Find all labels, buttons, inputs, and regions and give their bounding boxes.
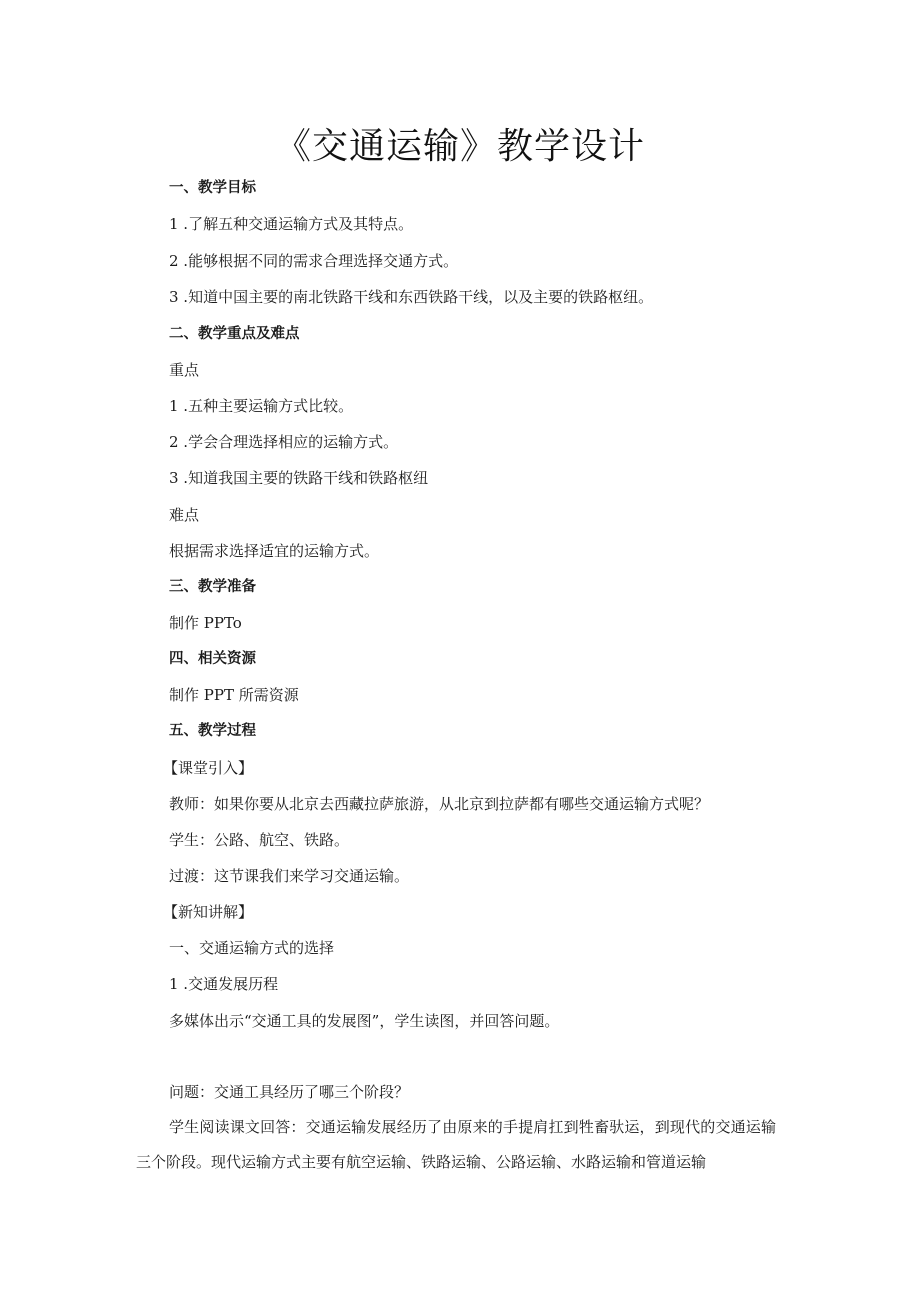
- key-item-1: 1 .五种主要运输方式比较。: [169, 397, 354, 415]
- goal-item-3: 3 .知道中国主要的南北铁路干线和东西铁路干线，以及主要的铁路枢纽。: [169, 288, 654, 306]
- document-title: 《交通运输》教学设计: [274, 126, 645, 167]
- section-heading-resources: 四、相关资源: [169, 651, 256, 667]
- multimedia-instruction: 多媒体出示“交通工具的发展图”，学生读图，并回答问题。: [169, 1012, 560, 1030]
- subheading-difficult: 难点: [169, 506, 200, 524]
- topic-subheading: 1 .交通发展历程: [169, 975, 279, 993]
- key-item-2: 2 .学会合理选择相应的运输方式。: [169, 433, 399, 451]
- goal-item-1: 1 .了解五种交通运输方式及其特点。: [169, 215, 414, 233]
- teacher-line: 教师：如果你要从北京去西藏拉萨旅游，从北京到拉萨都有哪些交通运输方式呢？: [169, 795, 710, 813]
- goal-item-2: 2 .能够根据不同的需求合理选择交通方式。: [169, 252, 459, 270]
- student-line: 学生：公路、航空、铁路。: [169, 831, 350, 849]
- difficult-item-1: 根据需求选择适宜的运输方式。: [169, 542, 380, 560]
- subheading-new-knowledge: 【新知讲解】: [163, 903, 254, 921]
- transition-line: 过渡：这节课我们来学习交通运输。: [169, 867, 410, 885]
- subheading-key: 重点: [169, 361, 200, 379]
- key-item-3: 3 .知道我国主要的铁路干线和铁路枢纽: [169, 469, 429, 487]
- question-line: 问题：交通工具经历了哪三个阶段？: [169, 1083, 410, 1101]
- section-heading-preparation: 三、教学准备: [169, 579, 256, 595]
- section-heading-goals: 一、教学目标: [169, 180, 256, 196]
- preparation-text: 制作 PPTo: [169, 614, 242, 632]
- resources-text: 制作 PPT 所需资源: [169, 686, 299, 704]
- answer-paragraph: 学生阅读课文回答：交通运输发展经历了由原来的手提肩扛到牲畜驮运，到现代的交通运输三个阶段。现代运输方式主要有航空运输、铁路运输、公路运输、水路运输和管道运输: [136, 1118, 776, 1171]
- section-heading-key-points: 二、教学重点及难点: [169, 326, 300, 342]
- subheading-intro: 【课堂引入】: [163, 759, 254, 777]
- topic-heading: 一、交通运输方式的选择: [169, 939, 335, 957]
- section-heading-process: 五、教学过程: [169, 723, 256, 739]
